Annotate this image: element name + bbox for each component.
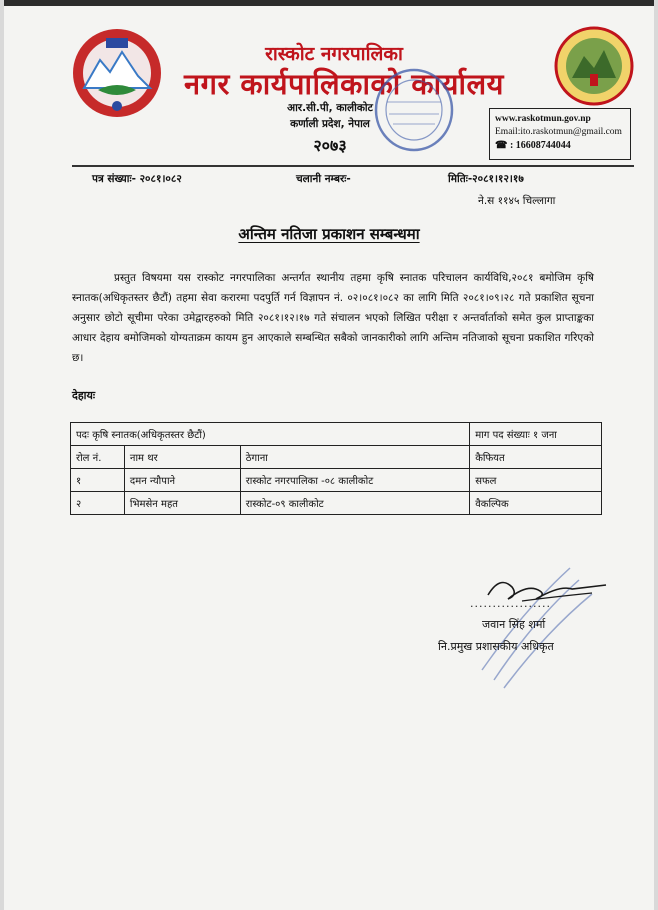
cell-name: भिमसेन महत [124, 492, 240, 515]
signatory-name: जवान सिंह शर्मा [482, 618, 546, 631]
table-header-row [71, 446, 602, 469]
cell-name: दमन न्यौपाने [124, 469, 240, 492]
municipality-name: रास्कोट नगरपालिका [265, 43, 403, 65]
cell-address: रास्कोट नगरपालिका -०८ कालीकोट [240, 469, 470, 492]
phone-number: : 16608744044 [509, 140, 571, 151]
raskot-municipality-logo [554, 26, 634, 106]
letter-date: मितिः-२०८१।१२।१७ [448, 173, 524, 185]
letter-number: पत्र संख्याः- २०८१।०८२ [92, 173, 182, 185]
established-year: २०७३ [313, 136, 347, 155]
post-cell: पदः कृषि स्नातक(अधिकृतस्तर छैटौं) [71, 423, 470, 446]
results-table [70, 422, 602, 515]
table-row [71, 492, 602, 515]
body-paragraph [72, 268, 594, 368]
header-address: ठेगाना [240, 446, 470, 469]
contact-box [489, 108, 631, 160]
address-line-1: आर.सी.पी, कालीकोट [287, 102, 373, 114]
signatory-title: नि.प्रमुख प्रशासकीय अधिकृत [438, 640, 554, 653]
registration-note: ने.स ११४५ चिल्लागा [478, 195, 556, 207]
address-line-2: कर्णाली प्रदेश, नेपाल [290, 118, 370, 130]
header-roll: रोल नं. [71, 446, 125, 469]
office-stamp [369, 62, 459, 158]
table-row [71, 469, 602, 492]
office-title: नगर कार्यपालिकाको कार्यालय [184, 67, 504, 101]
cell-address: रास्कोट-०९ कालीकोट [240, 492, 470, 515]
dispatch-number: चलानी नम्बरः- [296, 173, 351, 185]
phone-row [495, 139, 625, 152]
cell-roll: २ [71, 492, 125, 515]
header-remarks: कैफियत [470, 446, 602, 469]
table-title-row [71, 423, 602, 446]
cell-remarks: वैकल्पिक [470, 492, 602, 515]
email-text[interactable]: Email:ito.raskotmun@gmail.com [495, 127, 622, 137]
cell-roll: १ [71, 469, 125, 492]
divider [72, 165, 634, 167]
subject-text: अन्तिम नतिजा प्रकाशन सम्बन्धमा [238, 225, 420, 243]
letter-page [4, 0, 654, 910]
website-link[interactable]: www.raskotmun.gov.np [495, 114, 591, 124]
subject-heading [4, 224, 654, 244]
body-text: प्रस्तुत विषयमा यस रास्कोट नगरपालिका अन्तर्गत स्थानीय तहमा कृषि स्नातक परिचालन कार्यविधि,२०८१ बमोजिम कृषि स्नातक(अधिकृतस्तर छैटौं) तहमा सेवा करारमा पदपुर्ति गर्न विज्ञापन नं. ०२।०८१।०८२ का लागि मिति २०८१।०९।२८ गते प्रकाशित सूचना अनुसार छोटो सूचीमा परेका उमेद्वारहरुको मिति २०८१।१२।१७ गते संचालन भएको लिखित परीक्षा र अन्तर्वार्ताको समेत कुल प्राप्ताङ्कका आधार देहाय बमोजिमको योग्यताक्रम कायम हुन आएकाले सम्बन्धित सबैको जानकारीको लागि अन्तिम नतिजाको सूचना प्रकाशित गरिएको छ। [72, 272, 594, 364]
demand-cell: माग पद संख्याः १ जना [470, 423, 602, 446]
dehay-label: देहायः [72, 389, 96, 402]
signature-line: .................. [470, 597, 551, 610]
header-name: नाम थर [124, 446, 240, 469]
phone-icon: ☎ [495, 140, 508, 151]
cell-remarks: सफल [470, 469, 602, 492]
scan-top-edge [4, 0, 654, 6]
